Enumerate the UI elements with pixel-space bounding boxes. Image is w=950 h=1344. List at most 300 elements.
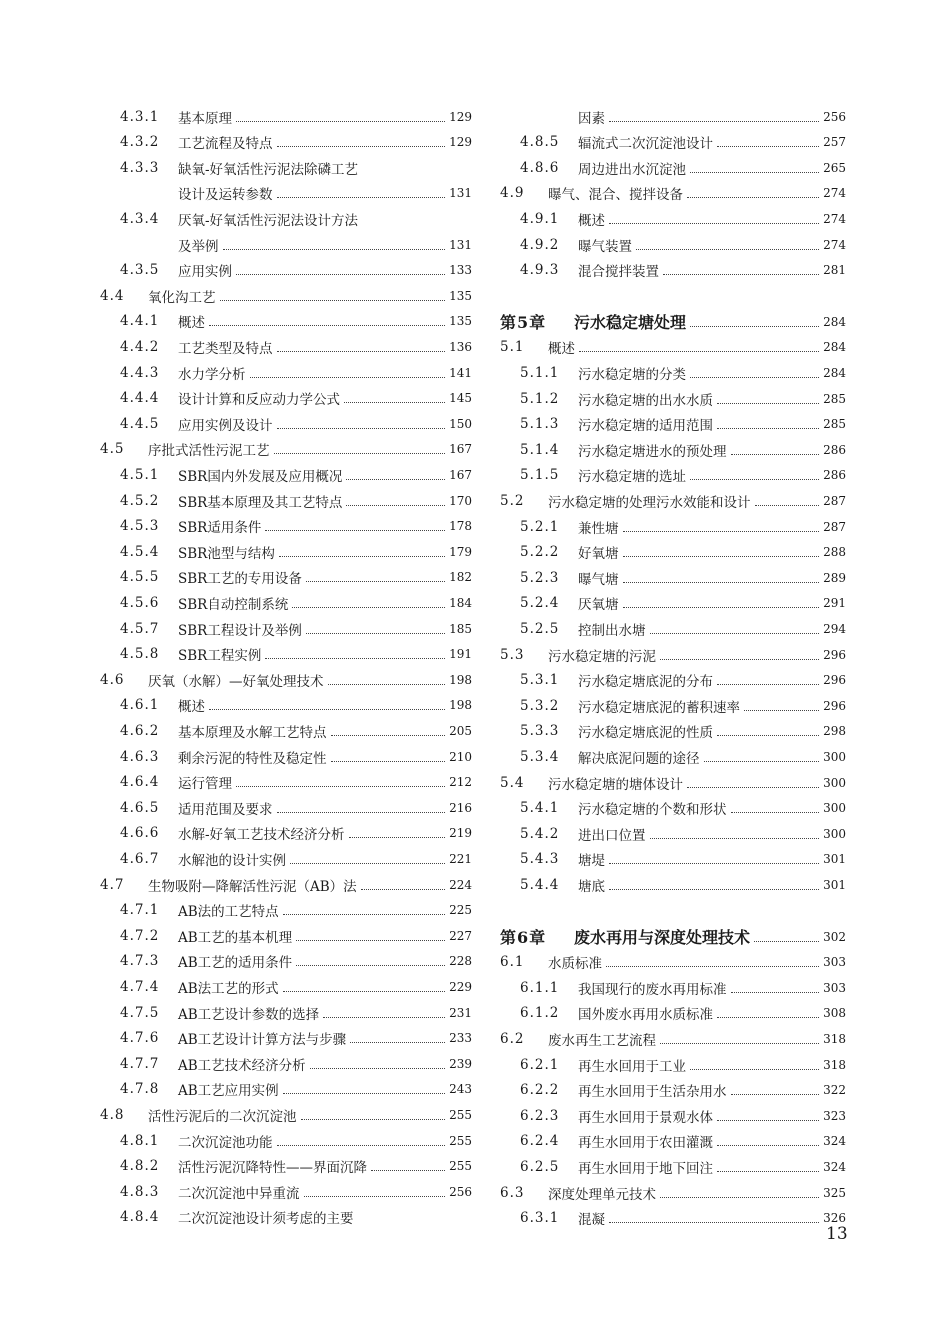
toc-entry[interactable]: [100, 846, 472, 871]
toc-entry-number: 4.3.2: [120, 134, 160, 151]
toc-entry-page: 302: [823, 929, 846, 944]
toc-entry[interactable]: [100, 770, 472, 795]
toc-entry[interactable]: [100, 949, 472, 974]
toc-entry[interactable]: [100, 1102, 472, 1127]
toc-entry[interactable]: [100, 744, 472, 769]
toc-entry[interactable]: [500, 1154, 846, 1179]
toc-entry-number: 5.1.4: [520, 441, 560, 458]
toc-entry-page: 296: [823, 673, 846, 688]
toc-entry-page: 303: [823, 955, 846, 970]
toc-leader-dots: [346, 504, 445, 506]
toc-entry-title: 好氧塘: [578, 546, 619, 563]
toc-entry[interactable]: [500, 514, 846, 539]
toc-entry-number: 4.4.4: [120, 390, 160, 407]
toc-entry-title: 水解池的设计实例: [178, 852, 286, 869]
toc-entry-number: 6.3.1: [520, 1210, 560, 1227]
toc-leader-dots: [717, 402, 819, 404]
toc-entry-title: 深度处理单元技术: [548, 1186, 656, 1203]
toc-entry[interactable]: [100, 488, 472, 513]
toc-entry-page: 281: [823, 263, 846, 278]
toc-entry-title: 控制出水塘: [578, 622, 646, 639]
toc-leader-dots: [623, 581, 820, 583]
toc-leader-dots: [277, 1144, 446, 1146]
toc-leader-dots: [690, 325, 819, 327]
toc-entry[interactable]: [100, 718, 472, 743]
toc-entry[interactable]: [500, 642, 846, 667]
toc-entry[interactable]: [500, 616, 846, 641]
toc-leader-dots: [660, 658, 819, 660]
toc-leader-dots: [277, 350, 446, 352]
toc-entry-page: 303: [823, 980, 846, 995]
toc-entry-page: 324: [823, 1159, 846, 1174]
toc-leader-dots: [731, 1093, 820, 1095]
toc-entry[interactable]: [500, 770, 846, 795]
toc-entry-number: 4.7.3: [120, 953, 160, 970]
toc-entry-number: 4.9.2: [520, 236, 560, 253]
toc-entry-page: 274: [823, 186, 846, 201]
toc-entry-page: 301: [823, 852, 846, 867]
toc-entry[interactable]: [100, 1077, 472, 1102]
toc-entry[interactable]: [100, 309, 472, 334]
toc-entry[interactable]: [100, 616, 472, 641]
toc-entry-page: 227: [449, 928, 472, 943]
toc-leader-dots: [306, 580, 445, 582]
toc-entry-page: 274: [823, 237, 846, 252]
toc-entry[interactable]: [500, 1206, 846, 1231]
toc-entry-title: 辐流式二次沉淀池设计: [578, 136, 713, 153]
toc-entry-number: 5.4: [500, 774, 525, 791]
toc-entry[interactable]: [500, 847, 846, 872]
toc-entry[interactable]: [100, 1026, 472, 1051]
toc-leader-dots: [292, 606, 445, 608]
toc-entry[interactable]: [100, 821, 472, 846]
toc-leader-dots: [310, 1067, 445, 1069]
toc-entry-title: 运行管理: [178, 776, 232, 793]
toc-entry-number: 4.5.6: [120, 594, 160, 611]
toc-entry[interactable]: [500, 1026, 846, 1051]
toc-entry[interactable]: [100, 898, 472, 923]
toc-entry-number: 4.7.4: [120, 978, 160, 995]
toc-entry[interactable]: [100, 974, 472, 999]
toc-entry[interactable]: [100, 514, 472, 539]
toc-entry-number: 4.3.5: [120, 262, 160, 279]
toc-entry-title: 废水再用与深度处理技术: [574, 928, 751, 947]
toc-entry-page: 178: [449, 519, 472, 534]
toc-entry[interactable]: [500, 668, 846, 693]
toc-entry-title: 污水稳定塘进水的预处理: [578, 443, 727, 460]
toc-leader-dots: [731, 811, 820, 813]
toc-entry-title: 应用实例: [178, 264, 232, 281]
toc-entry-title: 厌氧-好氧活性污泥法设计方法: [178, 212, 359, 229]
toc-entry-number: 4.8: [100, 1106, 125, 1123]
toc-entry-title: 氧化沟工艺: [148, 289, 216, 306]
toc-entry-page: 284: [823, 365, 846, 380]
toc-leader-dots: [717, 1016, 819, 1018]
toc-leader-dots: [236, 120, 445, 122]
toc-entry-page: 257: [823, 135, 846, 150]
toc-entry-title: 二次沉淀池中异重流: [178, 1185, 300, 1202]
toc-entry[interactable]: [500, 719, 846, 744]
toc-entry-page: 141: [449, 365, 472, 380]
toc-entry-title: SBR基本原理及其工艺特点: [178, 494, 343, 511]
toc-entry[interactable]: [500, 360, 846, 385]
toc-entry-page: 255: [449, 1159, 472, 1174]
toc-entry[interactable]: [100, 1205, 472, 1230]
toc-entry[interactable]: [500, 950, 846, 975]
toc-entry-title: 曝气、混合、搅拌设备: [548, 187, 683, 204]
toc-entry-title: 厌氧（水解）—好氧处理技术: [148, 673, 324, 690]
toc-entry[interactable]: [100, 923, 472, 948]
toc-entry[interactable]: [100, 386, 472, 411]
toc-entry-number: 4.8.3: [120, 1183, 160, 1200]
toc-entry-page: 136: [449, 339, 472, 354]
toc-entry-page: 285: [823, 391, 846, 406]
toc-entry-page: 135: [449, 288, 472, 303]
toc-entry-number: 5.1.1: [520, 364, 560, 381]
toc-entry-page: 233: [449, 1031, 472, 1046]
toc-entry-title: 设计计算和反应动力学公式: [178, 392, 340, 409]
toc-entry-number: 4.7.1: [120, 902, 160, 919]
toc-leader-dots: [690, 478, 819, 480]
toc-entry-page: 145: [449, 391, 472, 406]
toc-entry-page: 291: [823, 596, 846, 611]
toc-entry[interactable]: [100, 258, 472, 283]
toc-entry-page: 287: [823, 493, 846, 508]
toc-entry-title: 再生水回用于工业: [578, 1058, 686, 1075]
toc-entry-title: 污水稳定塘的污泥: [548, 648, 656, 665]
toc-entry-page: 221: [449, 851, 472, 866]
toc-entry-title: 我国现行的废水再用标准: [578, 981, 727, 998]
toc-entry[interactable]: [100, 411, 472, 436]
toc-leader-dots: [609, 862, 819, 864]
toc-entry-number: 6.2: [500, 1030, 525, 1047]
toc-entry-number: 6.2.4: [520, 1133, 560, 1150]
toc-entry-number: 4.8.1: [120, 1132, 160, 1149]
toc-entry-number: 4.5.5: [120, 569, 160, 586]
toc-entry-title: 剩余污泥的特性及稳定性: [178, 750, 327, 767]
toc-entry-number: 5.4.4: [520, 876, 560, 893]
toc-entry[interactable]: [500, 1180, 846, 1205]
toc-entry-number: 4.7.7: [120, 1055, 160, 1072]
toc-entry[interactable]: [500, 335, 846, 360]
toc-leader-dots: [663, 273, 819, 275]
toc-leader-dots: [277, 196, 446, 198]
toc-leader-dots: [690, 1068, 819, 1070]
toc-entry-page: 301: [823, 877, 846, 892]
toc-entry-title: 基本原理: [178, 110, 232, 127]
toc-entry-title: AB工艺的适用条件: [178, 955, 293, 972]
toc-leader-dots: [609, 1221, 819, 1223]
toc-entry[interactable]: [100, 283, 472, 308]
toc-entry-page: 318: [823, 1031, 846, 1046]
toc-entry-title: SBR工程实例: [178, 648, 262, 665]
toc-leader-dots: [323, 1016, 445, 1018]
toc-entry[interactable]: [500, 386, 846, 411]
toc-entry-number: 4.6.4: [120, 774, 160, 791]
toc-entry-number: 5.2.1: [520, 518, 560, 535]
toc-entry-page: 274: [823, 211, 846, 226]
toc-entry-page: 150: [449, 416, 472, 431]
toc-entry-title: SBR国内外发展及应用概况: [178, 468, 343, 485]
toc-entry[interactable]: [500, 1103, 846, 1128]
toc-entry[interactable]: [100, 1154, 472, 1179]
toc-entry[interactable]: [100, 1179, 472, 1204]
toc-leader-dots: [265, 529, 445, 531]
toc-entry-title: 污水稳定塘处理: [574, 313, 687, 333]
toc-entry[interactable]: [100, 539, 472, 564]
toc-entry[interactable]: [100, 437, 472, 462]
toc-entry[interactable]: [500, 155, 846, 180]
toc-entry-title: 污水稳定塘底泥的性质: [578, 725, 713, 742]
toc-entry-page: 256: [823, 109, 846, 124]
toc-entry-title: 塘堤: [578, 853, 605, 870]
toc-entry-number: 4.5.8: [120, 646, 160, 663]
toc-entry[interactable]: [100, 104, 472, 129]
toc-leader-dots: [346, 478, 445, 480]
toc-leader-dots: [623, 555, 820, 557]
toc-entry-title: 活性污泥后的二次沉淀池: [148, 1108, 297, 1125]
toc-entry-title: 适用范围及要求: [178, 801, 273, 818]
toc-leader-dots: [283, 913, 445, 915]
toc-entry[interactable]: [100, 206, 472, 231]
toc-leader-dots: [328, 683, 446, 685]
toc-entry-title: 概述: [178, 315, 205, 332]
toc-entry-page: 285: [823, 417, 846, 432]
toc-entry-page: 229: [449, 979, 472, 994]
toc-entry-page: 205: [449, 723, 472, 738]
toc-entry[interactable]: [500, 821, 846, 846]
toc-leader-dots: [331, 734, 446, 736]
toc-entry-number: 5.1: [500, 339, 525, 356]
toc-leader-dots: [579, 350, 819, 352]
toc-leader-dots: [731, 991, 820, 993]
toc-entry[interactable]: [100, 462, 472, 487]
toc-entry-number: 4.5.1: [120, 466, 160, 483]
toc-entry-number: 5.2: [500, 492, 525, 509]
toc-entry[interactable]: [100, 334, 472, 359]
toc-entry-number: 4.8.5: [520, 134, 560, 151]
toc-entry-page: 300: [823, 749, 846, 764]
toc-entry-number: 4.5.2: [120, 492, 160, 509]
toc-leader-dots: [717, 145, 819, 147]
toc-entry-page: 284: [823, 314, 846, 329]
toc-entry-page: 308: [823, 1006, 846, 1021]
toc-leader-dots: [717, 734, 819, 736]
toc-entry-number: 5.3.4: [520, 748, 560, 765]
toc-entry-page: 322: [823, 1083, 846, 1098]
toc-entry-number: 4.6.7: [120, 850, 160, 867]
toc-entry[interactable]: [500, 1001, 846, 1026]
toc-leader-dots: [209, 708, 445, 710]
toc-entry-number: 4.9.3: [520, 262, 560, 279]
toc-leader-dots: [277, 811, 446, 813]
toc-entry-number: 6.1.1: [520, 979, 560, 996]
toc-entry-page: 198: [449, 672, 472, 687]
toc-entry-page: 324: [823, 1134, 846, 1149]
toc-entry-page: 179: [449, 544, 472, 559]
toc-entry-number: 5.3.3: [520, 723, 560, 740]
toc-entry[interactable]: [500, 796, 846, 821]
toc-leader-dots: [650, 632, 820, 634]
toc-entry[interactable]: [500, 975, 846, 1000]
toc-entry-title: 生物吸附—降解活性污泥（AB）法: [148, 878, 357, 895]
toc-leader-dots: [606, 965, 819, 967]
toc-entry[interactable]: [500, 104, 846, 129]
toc-entry[interactable]: [100, 360, 472, 385]
toc-entry[interactable]: [500, 488, 846, 513]
toc-entry[interactable]: [500, 181, 846, 206]
toc-leader-dots: [236, 785, 445, 787]
toc-entry-number: 4.4.5: [120, 415, 160, 432]
toc-entry-page: 287: [823, 519, 846, 534]
toc-entry-page: 212: [449, 775, 472, 790]
toc-entry-page: 284: [823, 340, 846, 355]
toc-entry-page: 294: [823, 621, 846, 636]
toc-leader-dots: [717, 1144, 819, 1146]
toc-entry[interactable]: [500, 130, 846, 155]
toc-entry-number: 4.3.3: [120, 159, 160, 176]
toc-leader-dots: [731, 453, 820, 455]
toc-entry[interactable]: [100, 1051, 472, 1076]
toc-entry-title: 概述: [548, 341, 575, 358]
toc-entry-page: 286: [823, 442, 846, 457]
toc-entry[interactable]: [500, 463, 846, 488]
toc-entry[interactable]: [100, 232, 472, 257]
toc-entry-number: 4.6.1: [120, 697, 160, 714]
toc-entry[interactable]: [500, 1129, 846, 1154]
toc-entry-page: 286: [823, 468, 846, 483]
toc-entry-number: 4.6.2: [120, 722, 160, 739]
toc-entry-number: 4.8.2: [120, 1158, 160, 1175]
toc-entry-page: 167: [449, 442, 472, 457]
toc-leader-dots: [209, 324, 445, 326]
toc-leader-dots: [220, 299, 446, 301]
toc-entry[interactable]: [100, 872, 472, 897]
toc-entry-page: 300: [823, 775, 846, 790]
toc-leader-dots: [623, 606, 820, 608]
toc-entry[interactable]: [500, 437, 846, 462]
toc-entry-number: 4.5.4: [120, 543, 160, 560]
toc-entry-page: 296: [823, 698, 846, 713]
toc-entry-title: 污水稳定塘的选址: [578, 469, 686, 486]
toc-entry-title: 再生水回用于生活杂用水: [578, 1084, 727, 1101]
toc-entry[interactable]: [500, 309, 846, 334]
toc-entry-page: 231: [449, 1005, 472, 1020]
toc-entry-number: 4.4.3: [120, 364, 160, 381]
toc-entry[interactable]: [500, 258, 846, 283]
toc-entry-title: SBR工艺的专用设备: [178, 571, 302, 588]
toc-leader-dots: [306, 632, 445, 634]
toc-entry[interactable]: [100, 667, 472, 692]
toc-entry[interactable]: [500, 540, 846, 565]
toc-entry-title: SBR池型与结构: [178, 545, 275, 562]
toc-entry[interactable]: [500, 412, 846, 437]
toc-entry[interactable]: [100, 565, 472, 590]
toc-entry[interactable]: [500, 693, 846, 718]
toc-entry[interactable]: [500, 924, 846, 949]
toc-entry-title: 周边进出水沉淀池: [578, 161, 686, 178]
toc-entry[interactable]: [500, 1052, 846, 1077]
toc-leader-dots: [704, 760, 820, 762]
toc-entry-title: 污水稳定塘的塘体设计: [548, 776, 683, 793]
toc-entry-page: 325: [823, 1185, 846, 1200]
toc-entry-number: 4.7.5: [120, 1004, 160, 1021]
toc-leader-dots: [609, 222, 819, 224]
toc-entry[interactable]: [100, 130, 472, 155]
toc-entry[interactable]: [500, 591, 846, 616]
toc-leader-dots: [236, 273, 445, 275]
toc-entry-title: 应用实例及设计: [178, 417, 273, 434]
toc-entry[interactable]: [500, 232, 846, 257]
toc-leader-dots: [609, 120, 819, 122]
toc-entry-page: 296: [823, 647, 846, 662]
toc-leader-dots: [344, 401, 445, 403]
toc-entry-number: 4.8.6: [520, 159, 560, 176]
toc-entry-page: 129: [449, 109, 472, 124]
toc-entry-title: 污水稳定塘的个数和形状: [578, 802, 727, 819]
toc-leader-dots: [609, 888, 819, 890]
toc-entry-title: 污水稳定塘的处理污水效能和设计: [548, 494, 751, 511]
toc-entry-page: 255: [449, 1107, 472, 1122]
toc-entry-title: AB法的工艺特点: [178, 904, 279, 921]
toc-entry-number: 6.2.1: [520, 1056, 560, 1073]
toc-entry[interactable]: [100, 181, 472, 206]
toc-entry-number: 4.7.8: [120, 1081, 160, 1098]
toc-leader-dots: [623, 530, 820, 532]
toc-entry-title: 因素: [578, 110, 605, 127]
toc-entry-title: 兼性塘: [578, 520, 619, 537]
toc-entry[interactable]: [100, 693, 472, 718]
toc-leader-dots: [744, 709, 819, 711]
toc-entry-page: 318: [823, 1057, 846, 1072]
toc-entry[interactable]: [100, 642, 472, 667]
toc-entry[interactable]: [500, 565, 846, 590]
toc-entry[interactable]: [100, 1000, 472, 1025]
toc-entry[interactable]: [500, 206, 846, 231]
toc-leader-dots: [660, 1196, 819, 1198]
toc-entry-title: AB工艺设计计算方法与步骤: [178, 1032, 347, 1049]
toc-entry-page: 300: [823, 801, 846, 816]
toc-entry-number: 5.3.2: [520, 697, 560, 714]
toc-entry-number: 4.4.2: [120, 338, 160, 355]
toc-entry-number: 5.3: [500, 646, 525, 663]
toc-entry-page: 198: [449, 698, 472, 713]
toc-entry-number: 5.4.2: [520, 825, 560, 842]
toc-entry-title: 概述: [578, 212, 605, 229]
toc-entry[interactable]: [500, 872, 846, 897]
toc-entry[interactable]: [500, 744, 846, 769]
toc-leader-dots: [717, 683, 819, 685]
toc-entry-number: 6.2.5: [520, 1158, 560, 1175]
toc-entry-title: AB工艺设计参数的选择: [178, 1006, 320, 1023]
toc-entry-title: SBR工程设计及举例: [178, 622, 302, 639]
toc-entry-title: 工艺流程及特点: [178, 136, 273, 153]
toc-entry-page: 300: [823, 826, 846, 841]
toc-leader-dots: [283, 1092, 445, 1094]
toc-entry-number: 4.4.1: [120, 313, 160, 330]
toc-entry[interactable]: [500, 1078, 846, 1103]
toc-leader-dots: [687, 786, 819, 788]
toc-leader-dots: [283, 990, 445, 992]
toc-entry-title: 二次沉淀池功能: [178, 1134, 273, 1151]
toc-entry-title: 基本原理及水解工艺特点: [178, 724, 327, 741]
toc-entry-title: 水质标准: [548, 956, 602, 973]
toc-entry-page: 255: [449, 1133, 472, 1148]
toc-entry[interactable]: [100, 1128, 472, 1153]
toc-entry[interactable]: [100, 155, 472, 180]
toc-entry[interactable]: [100, 795, 472, 820]
toc-entry[interactable]: [100, 590, 472, 615]
